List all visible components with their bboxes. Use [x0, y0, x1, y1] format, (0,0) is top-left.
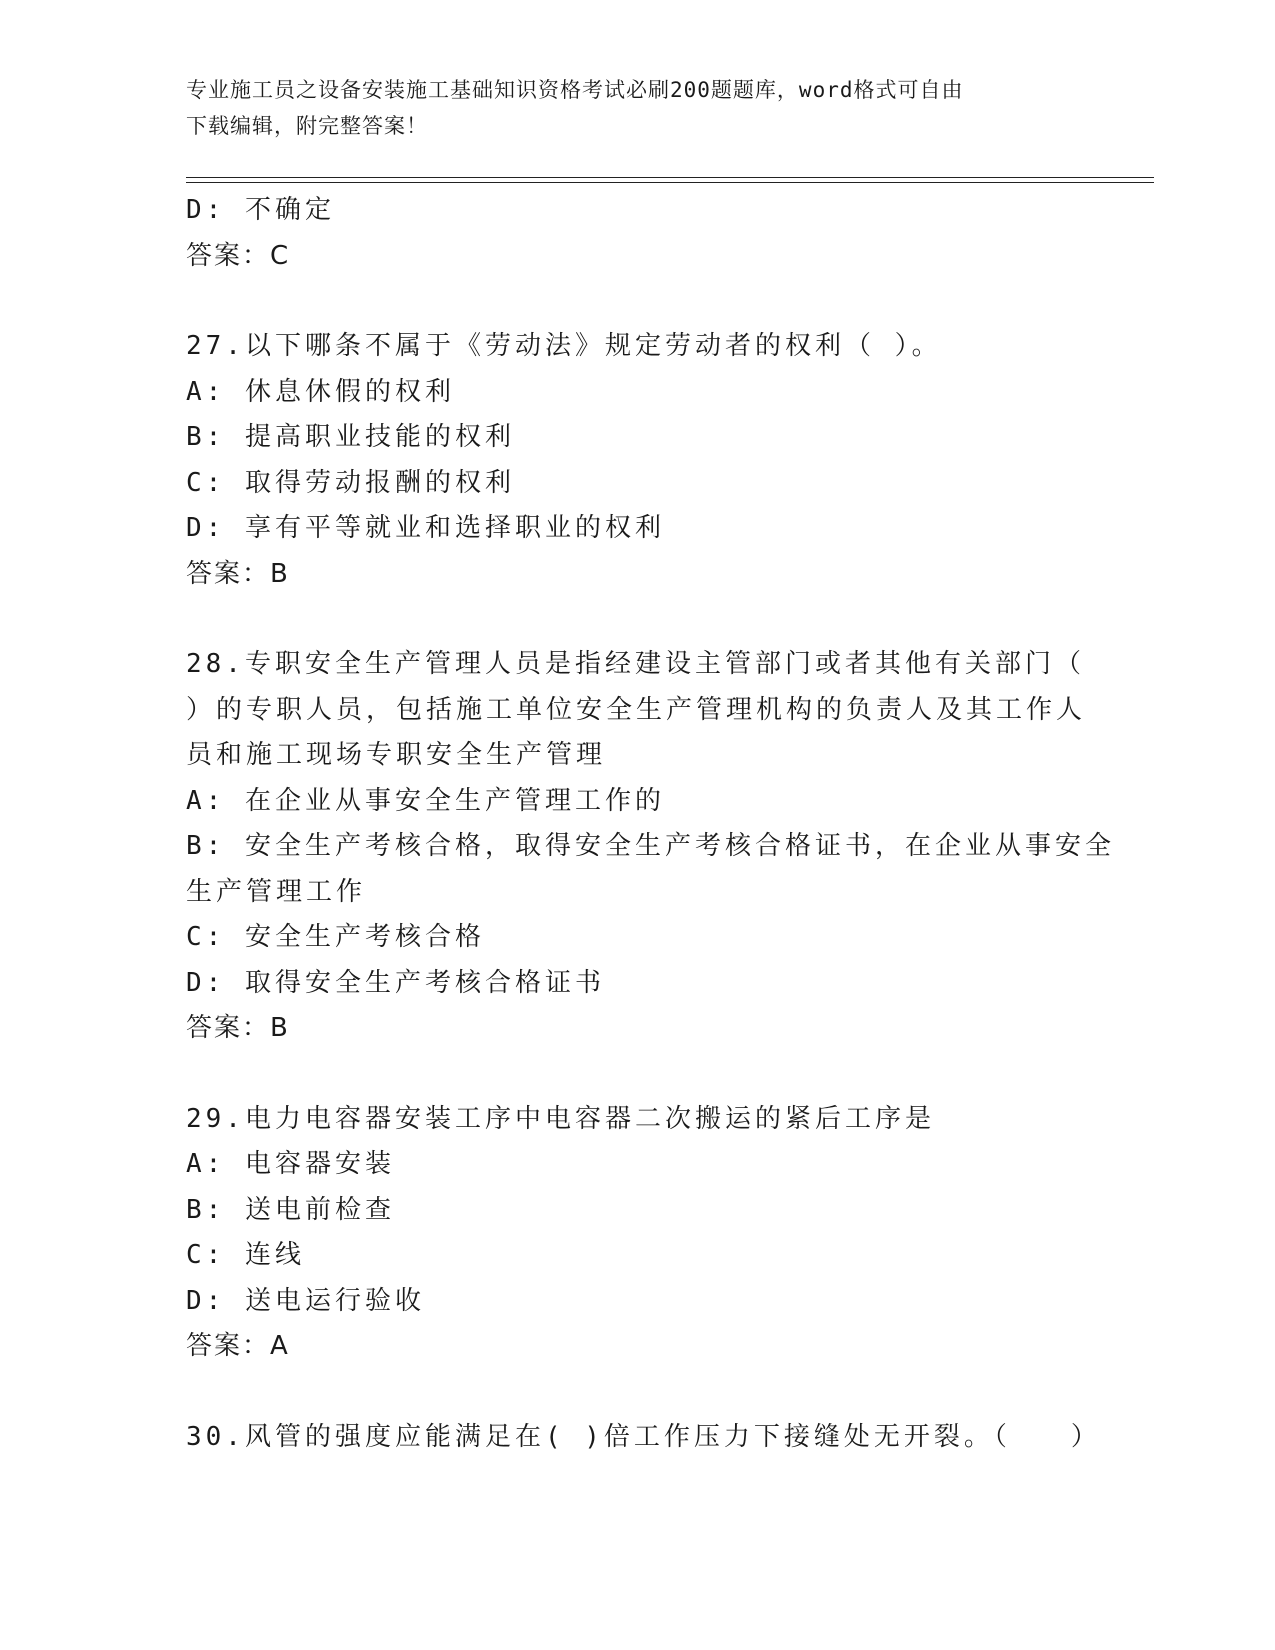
question-text-line: 28.专职安全生产管理人员是指经建设主管部门或者其他有关部门（	[186, 649, 1085, 679]
previous-option-d: D: 不确定	[186, 195, 335, 225]
answer-line: 答案：A	[186, 1331, 290, 1361]
header-divider-top	[186, 177, 1154, 178]
previous-answer: 答案：C	[186, 240, 291, 271]
question-text-line: 员和施工现场专职安全生产管理	[186, 740, 607, 770]
option-line: 生产管理工作	[186, 876, 367, 907]
question-text-line: 30.风管的强度应能满足在( )倍工作压力下接缝处无开裂。（ ）	[186, 1421, 1101, 1452]
question-block	[186, 642, 1115, 1052]
option-line: B: 送电前检查	[186, 1194, 395, 1225]
option-line: D: 取得安全生产考核合格证书	[186, 967, 605, 998]
answer-line: 答案：B	[186, 1013, 290, 1043]
option-line: A: 电容器安装	[186, 1149, 395, 1179]
header-divider-bottom	[186, 182, 1154, 183]
previous-question-tail	[186, 188, 1086, 279]
question-block	[186, 1415, 1101, 1461]
question-text-line: ）的专职人员，包括施工单位安全生产管理机构的负责人及其工作人	[186, 694, 1087, 725]
question-block	[186, 324, 1086, 597]
document-header	[186, 72, 1066, 144]
option-line: C: 连线	[186, 1240, 305, 1270]
header-title-line-1: 专业施工员之设备安装施工基础知识资格考试必刷200题题库，word格式可自由	[186, 78, 964, 102]
option-line: C: 安全生产考核合格	[186, 922, 485, 952]
option-line: D: 送电运行验收	[186, 1285, 425, 1316]
option-line: A: 在企业从事安全生产管理工作的	[186, 785, 665, 816]
question-text-line: 27.以下哪条不属于《劳动法》规定劳动者的权利（ ）。	[186, 331, 942, 361]
question-list	[186, 324, 1115, 1460]
option-line: B: 提高职业技能的权利	[186, 422, 515, 452]
option-line: B: 安全生产考核合格，取得安全生产考核合格证书，在企业从事安全	[186, 831, 1115, 861]
header-title-line-2: 下载编辑，附完整答案！	[186, 114, 428, 138]
option-line: D: 享有平等就业和选择职业的权利	[186, 513, 665, 543]
option-line: C: 取得劳动报酬的权利	[186, 467, 515, 498]
option-line: A: 休息休假的权利	[186, 376, 455, 407]
question-block	[186, 1097, 1086, 1370]
question-text-line: 29.电力电容器安装工序中电容器二次搬运的紧后工序是	[186, 1103, 935, 1134]
answer-line: 答案：B	[186, 558, 290, 589]
question-content	[186, 188, 1115, 1460]
